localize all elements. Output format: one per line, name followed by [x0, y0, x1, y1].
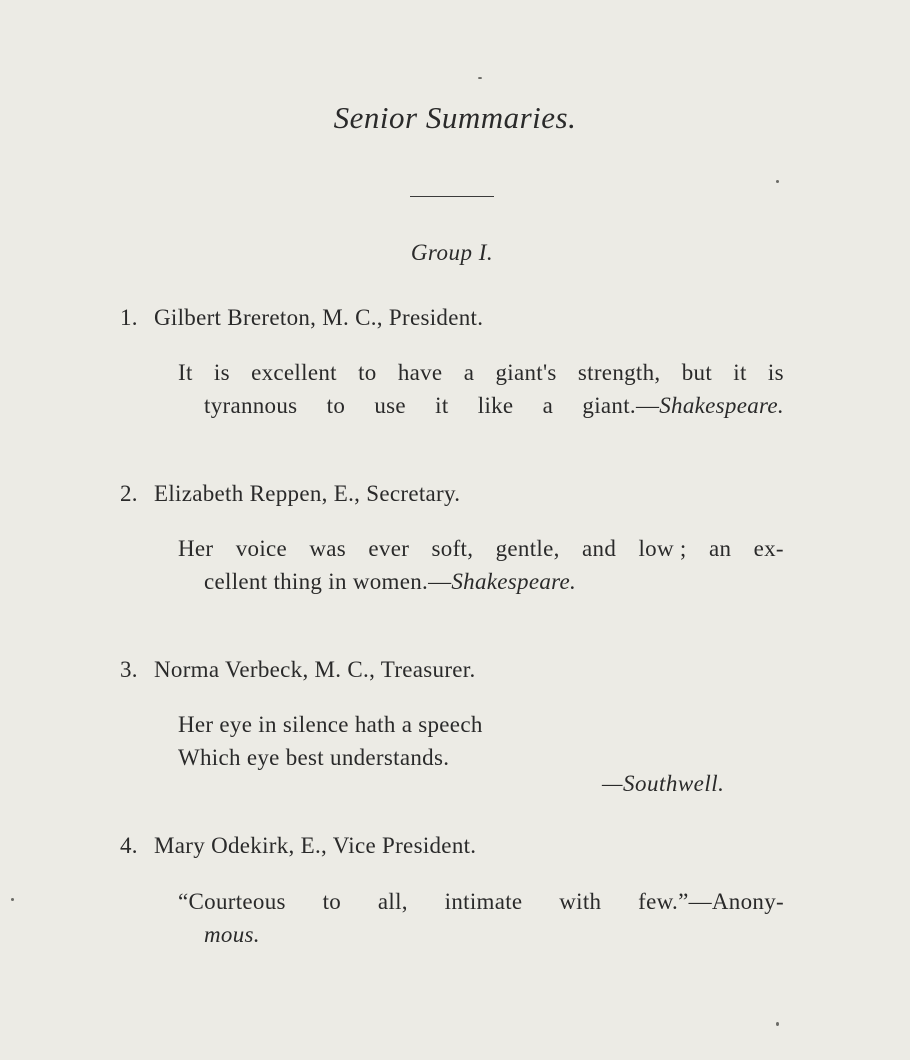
word: ever — [368, 536, 410, 561]
entry-number: 2. — [120, 481, 138, 506]
group-heading: Group I. — [410, 240, 494, 265]
page-title: Senior Summaries. — [333, 100, 577, 135]
quote-line — [178, 532, 784, 565]
quote-text: cellent thing in women.— — [204, 569, 452, 594]
quote-line: Which eye best understands. — [178, 745, 450, 770]
entry-quote-4 — [178, 885, 784, 951]
word: have — [397, 360, 443, 385]
quote-line — [178, 389, 784, 422]
word: like — [477, 393, 514, 418]
word: ex- — [753, 536, 784, 561]
paper-speck — [776, 180, 779, 183]
word: to — [326, 393, 346, 418]
word: “Courteous — [178, 889, 286, 914]
word: an — [708, 536, 732, 561]
word: but — [681, 360, 713, 385]
word: to — [358, 360, 377, 385]
entry-name-title: Elizabeth Reppen, E., Secretary. — [154, 481, 461, 506]
entry-quote-2 — [178, 532, 784, 598]
word: voice — [235, 536, 288, 561]
word: a — [542, 393, 554, 418]
attribution: Shakespeare. — [659, 393, 784, 418]
entry-heading-4 — [120, 833, 476, 859]
quote-line — [178, 565, 784, 598]
word: It — [178, 360, 193, 385]
quote-line — [178, 885, 784, 918]
word: all, — [377, 889, 408, 914]
entry-number: 1. — [120, 305, 138, 330]
word: strength, — [577, 360, 661, 385]
word: giant's — [495, 360, 557, 385]
quote-line — [178, 356, 784, 389]
entry-quote-3 — [178, 708, 784, 774]
word: gentle, — [495, 536, 560, 561]
word: excellent — [251, 360, 337, 385]
word: few.”—Anony- — [638, 889, 784, 914]
title-divider-rule — [410, 196, 494, 197]
word: it — [733, 360, 747, 385]
word: soft, — [431, 536, 474, 561]
paper-speck — [478, 77, 482, 79]
entry-heading-2 — [120, 481, 460, 507]
entry-number: 3. — [120, 657, 138, 682]
entry-heading-3 — [120, 657, 476, 683]
word: a — [463, 360, 475, 385]
word: to — [322, 889, 342, 914]
word: giant.— — [582, 393, 660, 418]
word: is — [767, 360, 784, 385]
paper-speck — [776, 1022, 779, 1026]
attribution: Shakespeare. — [451, 569, 577, 594]
word: use — [374, 393, 406, 418]
word: low ; — [638, 536, 687, 561]
quote-line: Her eye in silence hath a speech — [178, 712, 483, 737]
word: and — [582, 536, 617, 561]
word: it — [435, 393, 449, 418]
paper-speck — [11, 898, 14, 901]
entry-number: 4. — [120, 833, 138, 858]
word: intimate — [444, 889, 523, 914]
word: with — [559, 889, 602, 914]
word-with-attribution — [582, 389, 784, 422]
attribution: mous. — [204, 922, 260, 947]
word: tyrannous — [204, 393, 298, 418]
entry-heading-1 — [120, 305, 483, 331]
entry-name-title: Mary Odekirk, E., Vice President. — [154, 833, 477, 858]
word: was — [309, 536, 347, 561]
attribution: —Southwell. — [602, 771, 725, 796]
word: is — [213, 360, 230, 385]
entry-name-title: Norma Verbeck, M. C., Treasurer. — [154, 657, 476, 682]
word: Her — [178, 536, 214, 561]
entry-name-title: Gilbert Brereton, M. C., President. — [154, 305, 484, 330]
entry-quote-1 — [178, 356, 784, 422]
